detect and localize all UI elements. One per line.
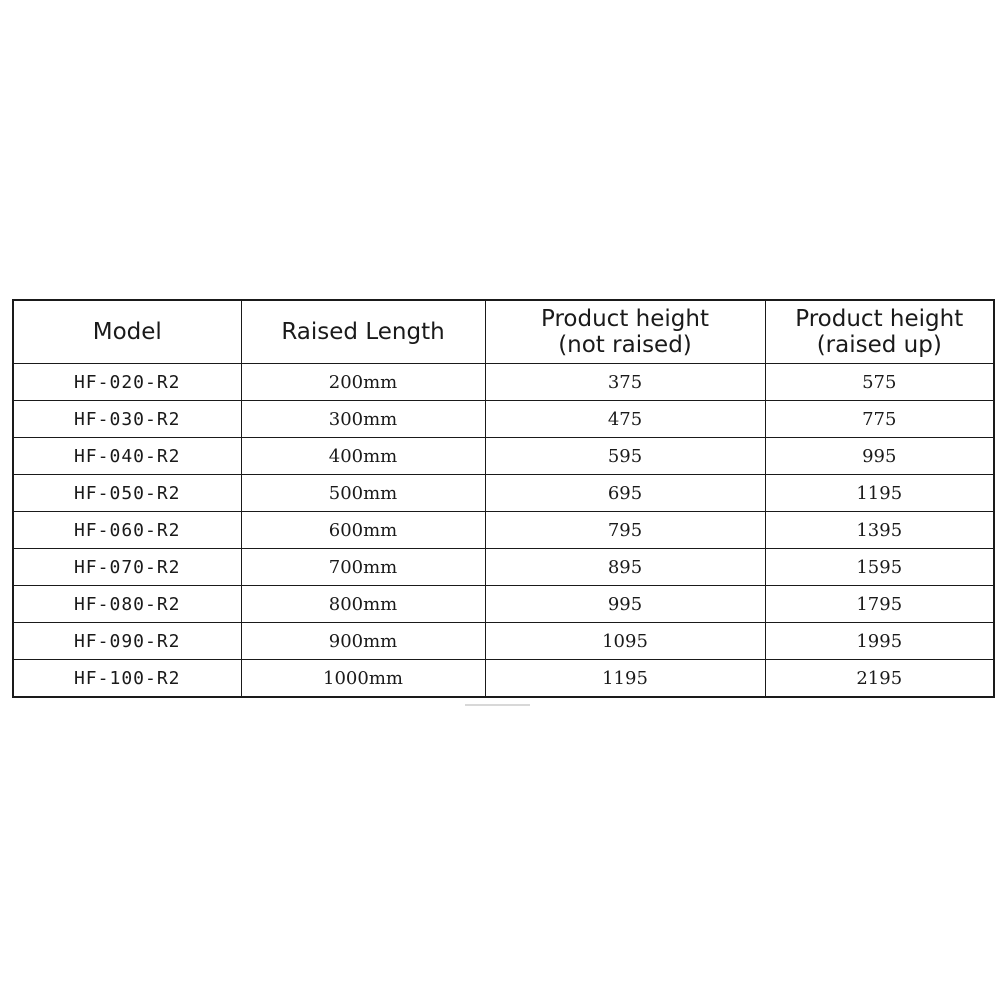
table-row bbox=[13, 549, 994, 586]
cell-model: HF-040-R2 bbox=[13, 438, 241, 475]
cell-height-raised: 1195 bbox=[765, 475, 994, 512]
header-raised-length bbox=[241, 300, 485, 364]
decorative-underline bbox=[465, 704, 530, 706]
table-row bbox=[13, 623, 994, 660]
table-row bbox=[13, 364, 994, 401]
cell-model: HF-070-R2 bbox=[13, 549, 241, 586]
header-model-label: Model bbox=[92, 319, 162, 345]
cell-model: HF-080-R2 bbox=[13, 586, 241, 623]
cell-height-not-raised: 1195 bbox=[485, 660, 765, 698]
cell-height-not-raised: 995 bbox=[485, 586, 765, 623]
header-height-not-raised-line2: (not raised) bbox=[558, 332, 692, 358]
cell-height-raised: 1595 bbox=[765, 549, 994, 586]
cell-raised-length: 500mm bbox=[241, 475, 485, 512]
cell-model: HF-020-R2 bbox=[13, 364, 241, 401]
cell-height-not-raised: 695 bbox=[485, 475, 765, 512]
cell-raised-length: 800mm bbox=[241, 586, 485, 623]
table-row bbox=[13, 512, 994, 549]
header-height-raised bbox=[765, 300, 994, 364]
table-row bbox=[13, 586, 994, 623]
cell-model: HF-100-R2 bbox=[13, 660, 241, 698]
table-row bbox=[13, 660, 994, 698]
cell-height-not-raised: 1095 bbox=[485, 623, 765, 660]
header-height-not-raised bbox=[485, 300, 765, 364]
table-row bbox=[13, 475, 994, 512]
cell-height-not-raised: 475 bbox=[485, 401, 765, 438]
cell-model: HF-050-R2 bbox=[13, 475, 241, 512]
table-row bbox=[13, 401, 994, 438]
cell-raised-length: 600mm bbox=[241, 512, 485, 549]
cell-height-raised: 1995 bbox=[765, 623, 994, 660]
cell-height-not-raised: 795 bbox=[485, 512, 765, 549]
cell-height-not-raised: 895 bbox=[485, 549, 765, 586]
table-row bbox=[13, 438, 994, 475]
cell-height-not-raised: 595 bbox=[485, 438, 765, 475]
spec-table bbox=[12, 299, 995, 698]
header-model bbox=[13, 300, 241, 364]
header-height-not-raised-line1: Product height bbox=[541, 306, 709, 332]
header-row bbox=[13, 300, 994, 364]
cell-height-raised: 1395 bbox=[765, 512, 994, 549]
cell-height-raised: 1795 bbox=[765, 586, 994, 623]
cell-height-not-raised: 375 bbox=[485, 364, 765, 401]
cell-model: HF-060-R2 bbox=[13, 512, 241, 549]
header-raised-length-label: Raised Length bbox=[281, 319, 445, 345]
header-height-raised-line1: Product height bbox=[795, 306, 964, 332]
cell-height-raised: 2195 bbox=[765, 660, 994, 698]
cell-raised-length: 200mm bbox=[241, 364, 485, 401]
cell-raised-length: 1000mm bbox=[241, 660, 485, 698]
cell-model: HF-030-R2 bbox=[13, 401, 241, 438]
cell-raised-length: 700mm bbox=[241, 549, 485, 586]
cell-raised-length: 300mm bbox=[241, 401, 485, 438]
cell-height-raised: 995 bbox=[765, 438, 994, 475]
cell-raised-length: 400mm bbox=[241, 438, 485, 475]
header-height-raised-line2: (raised up) bbox=[816, 332, 942, 358]
cell-height-raised: 575 bbox=[765, 364, 994, 401]
cell-height-raised: 775 bbox=[765, 401, 994, 438]
cell-model: HF-090-R2 bbox=[13, 623, 241, 660]
cell-raised-length: 900mm bbox=[241, 623, 485, 660]
